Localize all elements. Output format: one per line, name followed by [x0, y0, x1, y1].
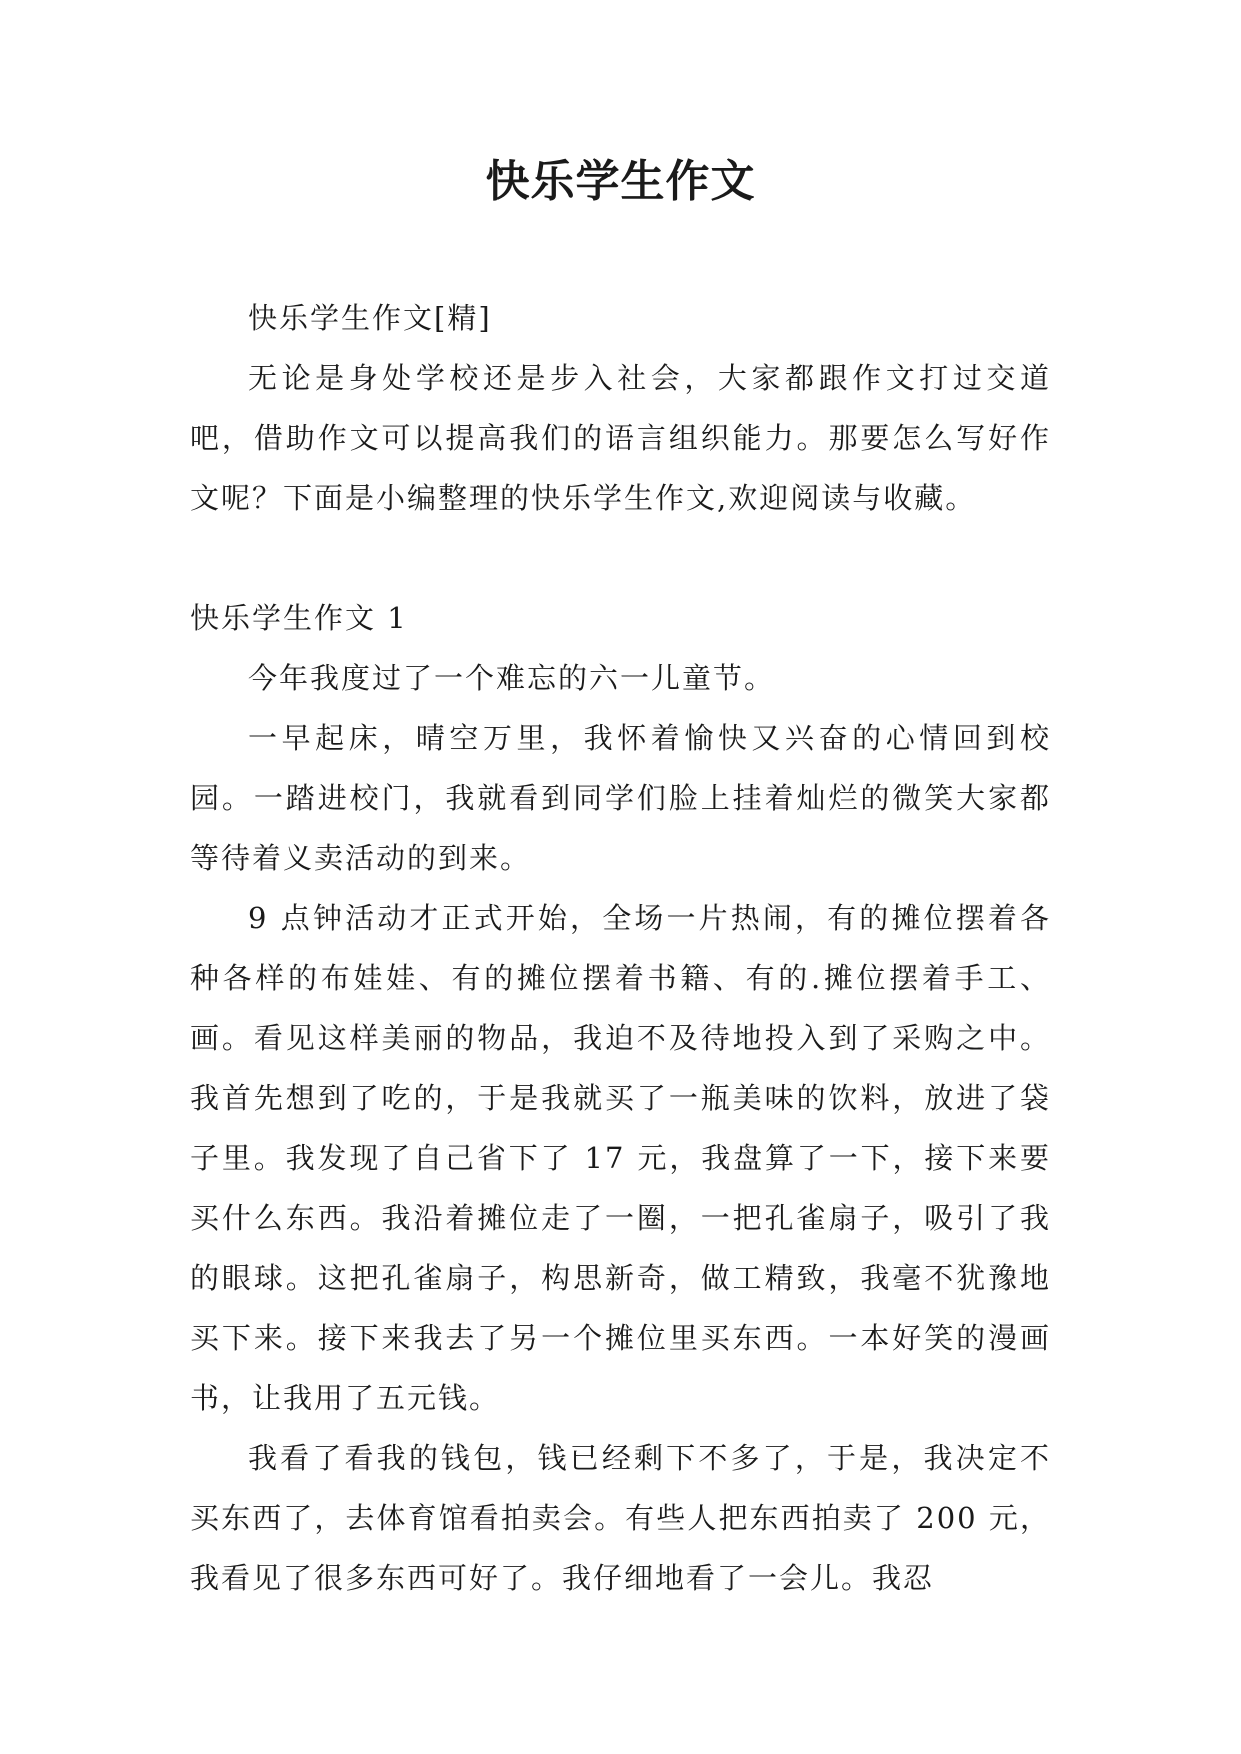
document-subtitle: 快乐学生作文[精] [248, 301, 492, 335]
intro-paragraph: 无论是身处学校还是步入社会，大家都跟作文打过交道吧，借助作文可以提高我们的语言组织能力。那要怎么写好作文呢？下面是小编整理的快乐学生作文,欢迎阅读与收藏。 [190, 361, 1051, 515]
essay-paragraph: 今年我度过了一个难忘的六一儿童节。 [248, 661, 776, 695]
essay-paragraph: 一早起床，晴空万里，我怀着愉快又兴奋的心情回到校园。一踏进校门，我就看到同学们脸上挂着灿烂的微笑大家都等待着义卖活动的到来。 [190, 721, 1051, 875]
essay-paragraph: 我看了看我的钱包，钱已经剩下不多了，于是，我决定不买东西了，去体育馆看拍卖会。有些人把东西拍卖了 200 元，我看见了很多东西可好了。我仔细地看了一会儿。我忍 [190, 1441, 1051, 1595]
document-body [190, 288, 1051, 1608]
essay-paragraph: 9 点钟活动才正式开始，全场一片热闹，有的摊位摆着各种各样的布娃娃、有的摊位摆着书籍、有的.摊位摆着手工、画。看见这样美丽的物品，我迫不及待地投入到了采购之中。我首先想到了吃的，于是我就买了一瓶美味的饮料，放进了袋子里。我发现了自己省下了 17 元，我盘算了一下，接下来要买什么东西。我沿着摊位走了一圈，一把孔雀扇子，吸引了我的眼球。这把孔雀扇子，构思新奇，做工精致，我毫不犹豫地买下来。接下来我去了另一个摊位里买东西。一本好笑的漫画书，让我用了五元钱。 [190, 901, 1051, 1415]
section-spacer [190, 528, 1051, 588]
section-heading: 快乐学生作文 1 [190, 601, 408, 635]
document-title: 快乐学生作文 [485, 156, 756, 207]
